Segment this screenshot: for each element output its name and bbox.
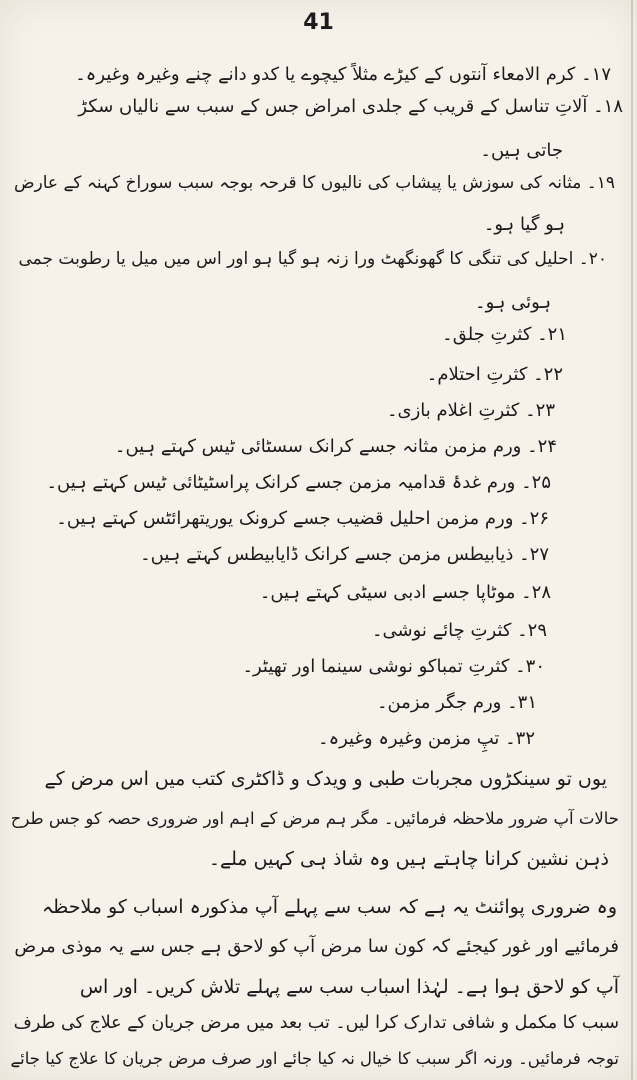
list-item: ۲۶۔ ورم مزمن احلیل قضیب جسے کرونک یوریتھرائٹس کہتے ہیں۔ <box>56 508 549 529</box>
paragraph-line: سبب کا مکمل و شافی تدارک کرا لیں۔ تب بعد میں مرض جریان کے علاج کی طرف <box>13 1013 619 1033</box>
list-item-continuation: ہوئی ہو۔ <box>475 292 551 313</box>
list-item: ۲۰۔ احلیل کی تنگی کا گھونگھٹ ورا زنہ ہو گیا ہو اور اس میں میل یا رطوبت جمی <box>18 249 607 269</box>
list-item: ۱۸۔ آلاتِ تناسل کے قریب کے جلدی امراض جس کے سبب سے نالیاں سکڑ <box>78 96 623 117</box>
paragraph-line: آپ کو لاحق ہوا ہے۔ لہٰذا اسباب سب سے پہلے تلاش کریں۔ اور اس <box>79 976 619 998</box>
list-item: ۱۷۔ کرم الامعاء آنتوں کے کیڑے مثلاً کیچوے یا کدو دانے چنے وغیرہ وغیرہ۔ <box>75 64 611 85</box>
page-edge <box>631 0 633 1080</box>
list-item: ۳۱۔ ورم جگر مزمن۔ <box>376 692 537 713</box>
list-item: ۲۴۔ ورم مزمن مثانہ جسے کرانک سسٹائی ٹیس کہتے ہیں۔ <box>114 436 557 457</box>
paragraph-line: ذہن نشین کرانا چاہتے ہیں وہ شاذ ہی کہیں ملے۔ <box>208 848 609 870</box>
paragraph-line: یوں تو سینکڑوں مجربات طبی و ویدک و ڈاکٹری کتب میں اس مرض کے <box>44 768 607 790</box>
paragraph-line: توجہ فرمائیں۔ ورنہ اگر سبب کا خیال نہ کیا جائے اور صرف مرض جریان کا علاج کیا جائے <box>10 1049 619 1068</box>
list-item: ۲۱۔ کثرتِ جلق۔ <box>442 324 567 345</box>
list-item-continuation: ہو گیا ہو۔ <box>483 214 565 235</box>
list-item: ۱۹۔ مثانہ کی سوزش یا پیشاب کی نالیوں کا قرحہ بوجہ سبب سوراخ کہنہ کے عارض <box>13 173 615 193</box>
list-item: ۲۲۔ کثرتِ احتلام۔ <box>426 364 563 385</box>
list-item: ۲۹۔ کثرتِ چائے نوشی۔ <box>371 620 547 641</box>
list-item-continuation: جاتی ہیں۔ <box>480 140 563 161</box>
page-number: 41 <box>303 10 334 35</box>
paragraph-line: حالات آپ ضرور ملاحظہ فرمائیں۔ مگر ہم مرض کے اہم اور ضروری حصہ کو جس طرح <box>10 809 619 828</box>
list-item: ۲۳۔ کثرتِ اغلام بازی۔ <box>386 400 555 421</box>
list-item: ۲۵۔ ورم غدۂ قدامیہ مزمن جسے کرانک پراسٹیٹائی ٹیس کہتے ہیں۔ <box>46 472 551 493</box>
list-item: ۳۲۔ تپِ مزمن وغیرہ وغیرہ۔ <box>318 728 535 749</box>
list-item: ۲۷۔ ذیابیطس مزمن جسے کرانک ڈایابیطس کہتے ہیں۔ <box>140 544 549 565</box>
paragraph-line: وہ ضروری پوائنٹ یہ ہے کہ سب سے پہلے آپ مذکورہ اسباب کو ملاحظہ <box>42 896 617 918</box>
list-item: ۳۰۔ کثرتِ تمباکو نوشی سینما اور تھیٹر۔ <box>242 656 545 677</box>
list-item: ۲۸۔ موٹاپا جسے ادبی سیٹی کہتے ہیں۔ <box>259 582 551 603</box>
paragraph-line: فرمائیے اور غور کیجئے کہ کون سا مرض آپ کو لاحق ہے جس سے یہ موذی مرض <box>14 936 619 957</box>
